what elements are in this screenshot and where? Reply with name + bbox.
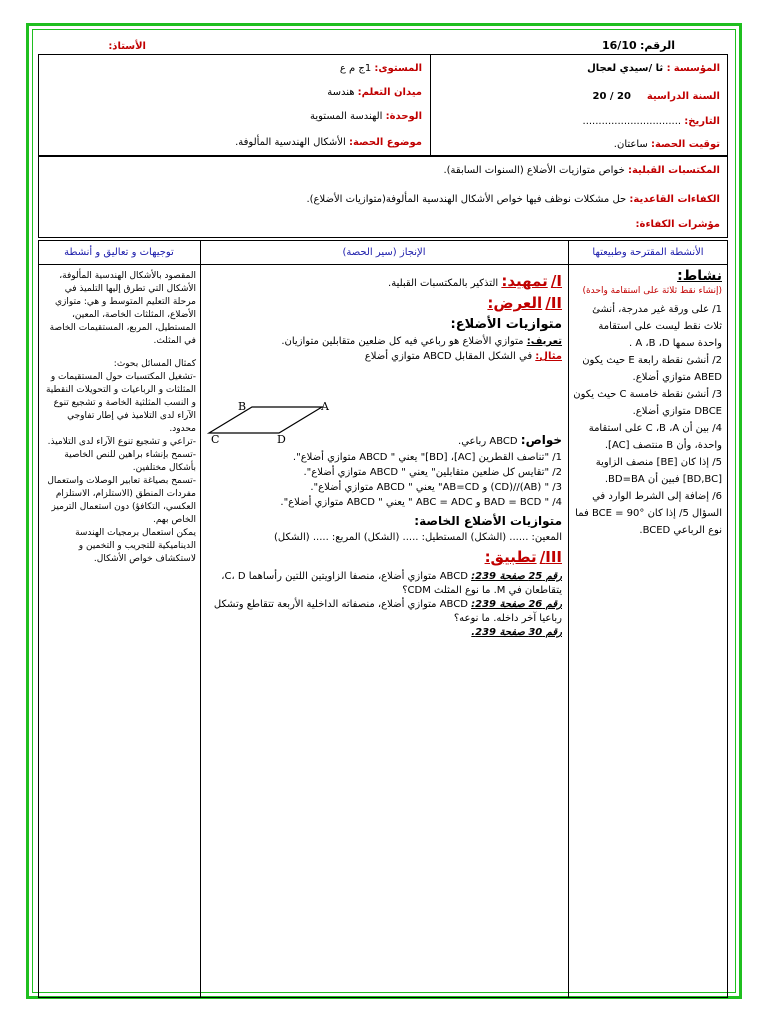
notes-item: -تشغيل المكتسبات حول المستقيمات و المثلثات و الرباعيات و التحويلات النقطية و النسب المثلثية الخاصة و تشجيع تنوع الآراء لدى التلاميذ في إطار تفاوجي محدود. xyxy=(45,372,196,434)
vertex-c: C xyxy=(211,433,220,446)
properties-label: خواص: xyxy=(520,433,562,447)
example-label: مثال: xyxy=(535,351,562,362)
special-title: متوازيات الأضلاع الخاصة: xyxy=(414,514,562,528)
application-item xyxy=(206,626,562,640)
property-item: 4/ " BAD = BCD و ABC = ADC " يعني " ABCD متوازي أضلاع". xyxy=(280,497,562,508)
application-row xyxy=(206,547,562,570)
application-text: ABCD متوازي أضلاع، منصفاته الداخلية الأربعة تتقاطع وتشكل رباعيا آخر داخله. ما نوعه؟ xyxy=(213,599,562,624)
competency-label: الكفاءات القاعدية: xyxy=(629,194,720,205)
competency-row xyxy=(48,193,720,206)
definition-row xyxy=(206,334,562,349)
number-label: الرقم: xyxy=(640,39,675,52)
institution-label: المؤسسة xyxy=(673,63,720,74)
notes-item: يمكن استعمال برمجيات الهندسة الديناميكية للتجريب و التخمين و لاستكشاف خواص الأشكال. xyxy=(75,528,196,564)
application-ref: رقم 30 صفحة 239. xyxy=(471,627,562,638)
timing-value: ساعتان. xyxy=(613,139,648,150)
parallelogram-shape xyxy=(209,407,322,433)
application-num: III/ xyxy=(539,548,562,566)
year-row xyxy=(440,90,720,103)
level-row xyxy=(160,62,422,75)
activity-item: 4/ بين أن C ،B ،A على استقامة واحدة، وأن B منتصف [AC]. xyxy=(588,423,722,451)
vertex-a: A xyxy=(321,400,329,413)
number-value: 16/10 xyxy=(602,39,637,52)
level-label: المستوى: xyxy=(374,63,422,74)
intro-label: تمهيد: xyxy=(501,272,548,290)
property-item: 2/ "تقايس كل ضلعين متقابلين" يعني " ABCD متوازي أضلاع". xyxy=(303,467,562,478)
indicators-row xyxy=(48,218,720,231)
intro-text: التذكير بالمكتسبات القبلية. xyxy=(388,278,499,289)
presentation-label: العرض: xyxy=(487,294,543,312)
application-item xyxy=(206,598,562,626)
unit-value: الهندسة المستوية xyxy=(309,111,383,122)
example-text: في الشكل المقابل ABCD متوازي أضلاع xyxy=(364,351,533,362)
notes-para2-title: كمثال المسائل بحوث: xyxy=(113,359,196,369)
application-ref: رقم 26 صفحة 239: xyxy=(471,599,562,610)
prereq-label: المكتسبات القبلية: xyxy=(627,165,720,176)
header-separator xyxy=(38,264,728,265)
application-ref: رقم 25 صفحة 239: xyxy=(471,571,562,582)
notes-item: -تسمح بإنشاء براهين للنص الخاصية بأشكال مختلفين. xyxy=(64,450,196,473)
field-row xyxy=(160,86,422,99)
activity-item: 2/ أنشئ نقطة رابعة E حيث يكون ABED متوازي أضلاع. xyxy=(582,355,722,383)
notes-para1: المقصود بالأشكال الهندسية المألوفة، الأشكال التي تطرق إليها التلميذ في مرحلة التعليم المتوسط و هي: متوازي الأضلاع، المثلثات الخاصة، المعين، المستطيل، المربع، المستقيمات الخاصة في المثلث. xyxy=(49,271,196,346)
field-value: هندسة xyxy=(327,87,355,98)
definition-text: متوازي الأضلاع هو رباعي فيه كل ضلعين متقابلين متوازيان. xyxy=(281,336,524,347)
col-activities-header: الأنشطة المقترحة وطبيعتها xyxy=(592,247,704,258)
prereq-value: خواص متوازيات الأضلاع (السنوات السابقة). xyxy=(443,165,625,176)
indicators-label: مؤشرات الكفاءة: xyxy=(635,219,720,230)
institution-value: ثا /سيدي لعجال xyxy=(587,63,664,74)
competency-value: حل مشكلات نوظف فيها خواص الأشكال الهندسية المألوفة(متوازيات الأضلاع). xyxy=(306,194,627,205)
example-row xyxy=(206,349,562,364)
vertex-d: D xyxy=(277,433,286,446)
definition-label: تعريف: xyxy=(526,336,562,347)
teacher-label: الأستاذ: xyxy=(108,41,146,52)
year-value: 20 / 20 xyxy=(592,91,631,102)
intro-num: I/ xyxy=(550,272,562,290)
properties-row xyxy=(206,432,562,450)
special-text: المعين: ...... (الشكل) المستطيل: ..... (الشكل) المربع: ..... (الشكل) xyxy=(274,532,562,543)
date-label: التاريخ: xyxy=(684,116,720,127)
col-notes-header: توجيهات و تعاليق و أنشطة xyxy=(64,247,174,258)
date-dots: ............................... xyxy=(582,116,682,127)
topic-value: الأشكال الهندسية المألوفة. xyxy=(235,137,346,148)
application-text: ABCD متوازي أضلاع، منصفا الزاويتين اللتين رأساهما C، D، يتقاطعان في M. ما نوع المثلث CDM؟ xyxy=(221,571,562,596)
section-title: متوازيات الأضلاع: xyxy=(450,317,562,332)
unit-row xyxy=(160,110,422,123)
activities-column xyxy=(572,268,722,539)
topic-row xyxy=(160,136,422,149)
timing-label: توقيت الحصة: xyxy=(650,139,720,150)
notes-item: -تراعي و تشجيع تنوع الآراء لدى التلاميذ. xyxy=(47,437,196,447)
col-divider-right xyxy=(568,240,569,998)
intro-row xyxy=(206,272,562,293)
col-divider-left xyxy=(200,240,201,998)
activity-item: 6/ إضافة إلى الشرط الوارد في السؤال 5/ إذا كان BCE = 90° فما نوع الرباعي BCED. xyxy=(575,491,722,536)
activity-title: نشاط: xyxy=(677,268,722,284)
level-value: 1ج م ع xyxy=(339,63,372,74)
activity-subtitle: (إنشاء نقط ثلاثة على استقامة واحدة) xyxy=(582,286,722,296)
date-row xyxy=(440,115,720,128)
notes-column xyxy=(42,270,196,566)
info-divider xyxy=(430,54,431,156)
property-item: 3/ " (AB)//(CD) و AB=CD" يعني " ABCD متوازي أضلاع". xyxy=(310,482,562,493)
application-item xyxy=(206,570,562,598)
activity-item: 3/ أنشئ نقطة خامسة C حيث يكون DBCE متوازي أضلاع. xyxy=(573,389,722,417)
col-achievement-header: الإنجاز (سير الحصة) xyxy=(342,247,426,258)
property-item: 1/ "تناصف القطرين [AC]، [BD]" يعني " ABCD متوازي أضلاع". xyxy=(292,452,562,463)
properties-intro: ABCD رباعي. xyxy=(458,436,518,447)
prereq-row xyxy=(48,164,720,177)
activity-item: 1/ على ورقة غير مدرجة، أنشئ ثلاث نقط ليست على استقامة واحدة سمها A ،B ،D . xyxy=(592,304,722,349)
vertex-b: B xyxy=(238,400,247,413)
properties-block xyxy=(206,432,562,640)
topic-label: موضوع الحصة: xyxy=(348,137,422,148)
achievement-column xyxy=(206,272,562,364)
application-label: تطبيق: xyxy=(484,548,537,566)
year-label: السنة الدراسية xyxy=(646,91,720,102)
presentation-num: II/ xyxy=(545,294,562,312)
timing-row xyxy=(440,138,720,151)
unit-label: الوحدة: xyxy=(385,111,422,122)
notes-item: -تسمح بصياغة تعابير الوصلات واستعمال مفردات المنطق (الاستلزام، الاستلزام العكسي، التكافؤ) دون استعمال الترميز الخاص بهم. xyxy=(47,476,196,525)
field-label: ميدان التعلم: xyxy=(357,87,422,98)
institution-row: المؤسسة : ثا /سيدي لعجال xyxy=(587,63,720,74)
presentation-row xyxy=(206,293,562,316)
activity-item: 5/ إذا كان [BE] منصف الزاوية [BD,BC] فبين أن BD=BA. xyxy=(595,457,722,485)
